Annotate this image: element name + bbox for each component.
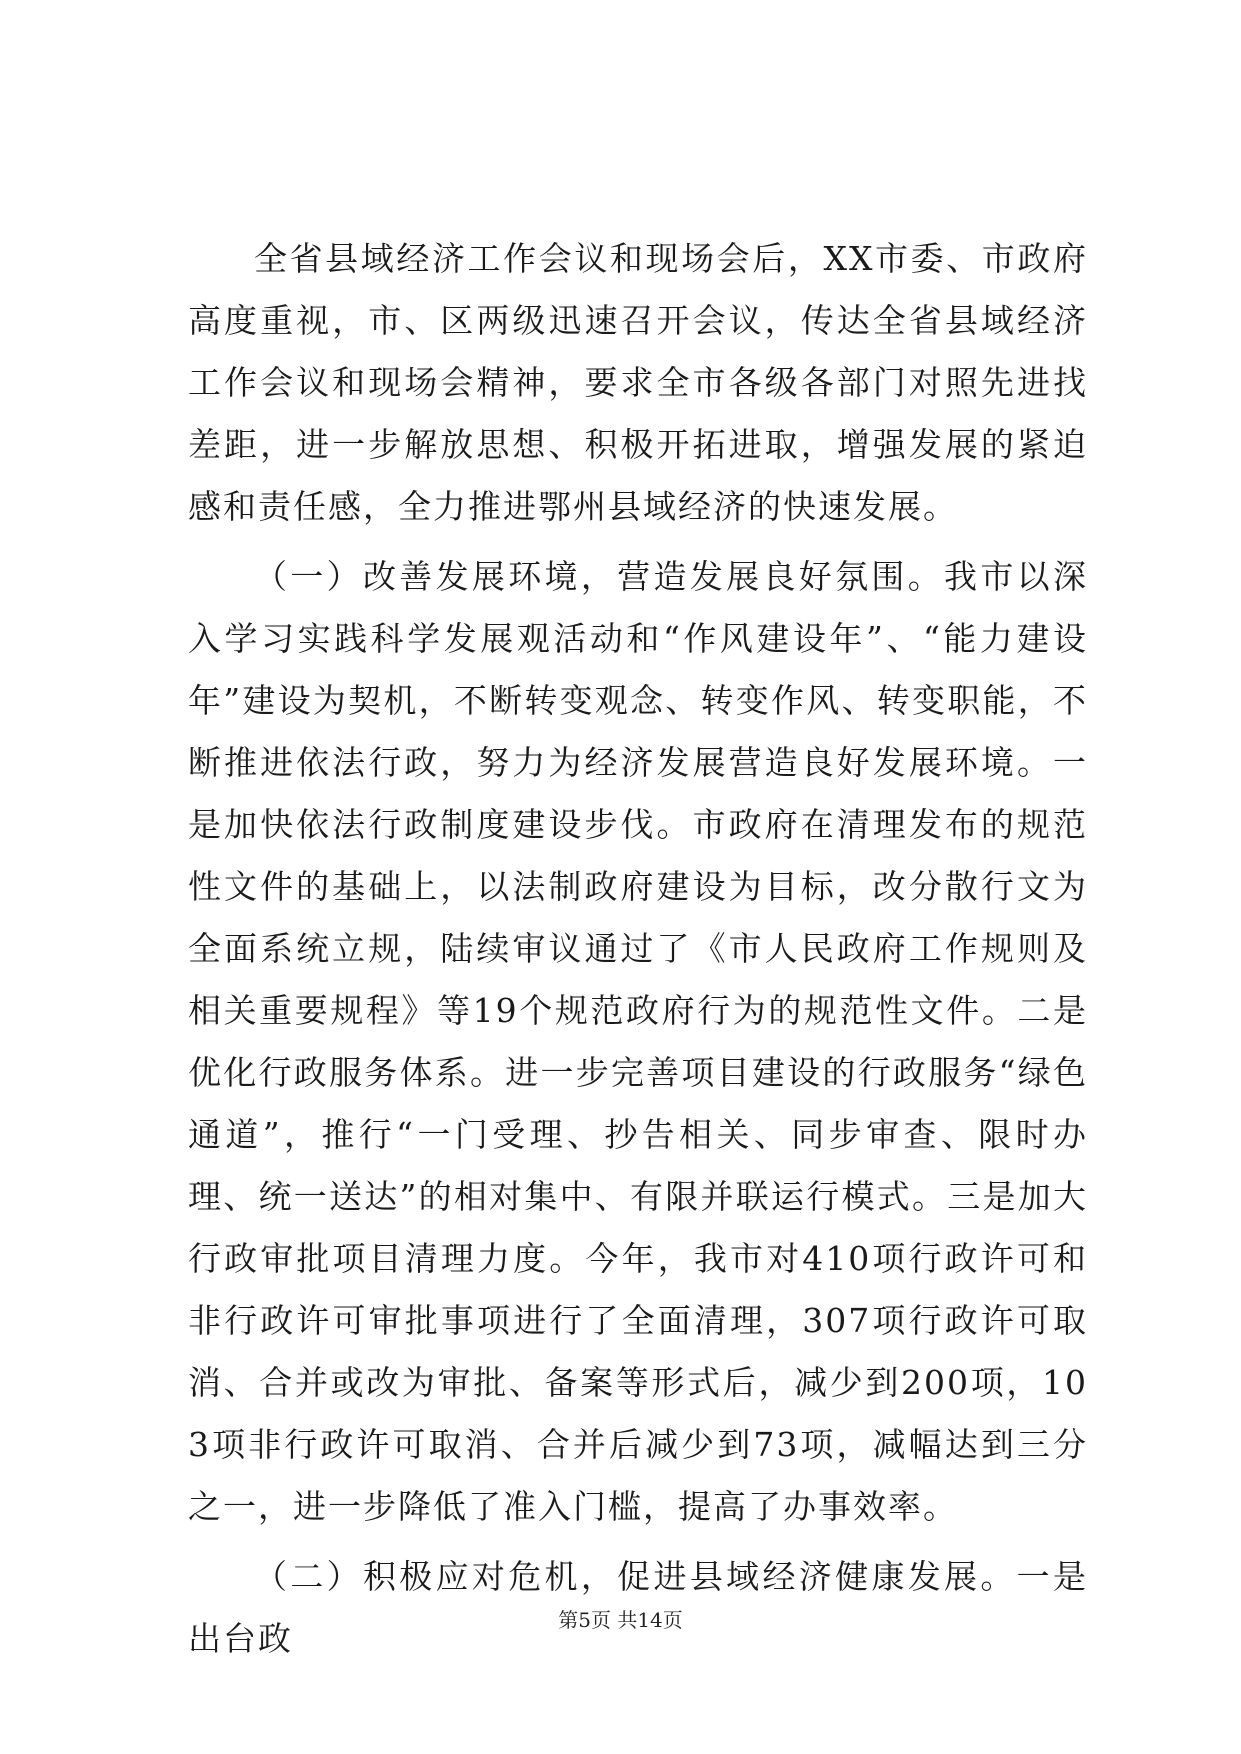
- paragraph-intro: 全省县域经济工作会议和现场会后，XX市委、市政府高度重视，市、区两级迅速召开会议，传达全省县域经济工作会议和现场会精神，要求全市各级各部门对照先进找差距，进一步解放思想、积极开拓进取，增强发展的紧迫感和责任感，全力推进鄂州县域经济的快速发展。: [188, 239, 1088, 526]
- page-number-footer: 第5页 共14页: [558, 1608, 683, 1632]
- paragraph-section-2: （二）积极应对危机，促进县域经济健康发展。一是出台政: [188, 1557, 1088, 1658]
- document-body: [188, 228, 1088, 1670]
- paragraph-section-1: （一）改善发展环境，营造发展良好氛围。我市以深入学习实践科学发展观活动和“作风建设年”、“能力建设年”建设为契机，不断转变观念、转变作风、转变职能，不断推进依法行政，努力为经济发展营造良好发展环境。一是加快依法行政制度建设步伐。市政府在清理发布的规范性文件的基础上，以法制政府建设为目标，改分散行文为全面系统立规，陆续审议通过了《市人民政府工作规则及相关重要规程》等19个规范政府行为的规范性文件。二是优化行政服务体系。进一步完善项目建设的行政服务“绿色通道”，推行“一门受理、抄告相关、同步审查、限时办理、统一送达”的相对集中、有限并联运行模式。三是加大行政审批项目清理力度。今年，我市对410项行政许可和非行政许可审批事项进行了全面清理，307项行政许可取消、合并或改为审批、备案等形式后，减少到200项，103项非行政许可取消、合并后减少到73项，减幅达到三分之一，进一步降低了准入门槛，提高了办事效率。: [188, 557, 1088, 1526]
